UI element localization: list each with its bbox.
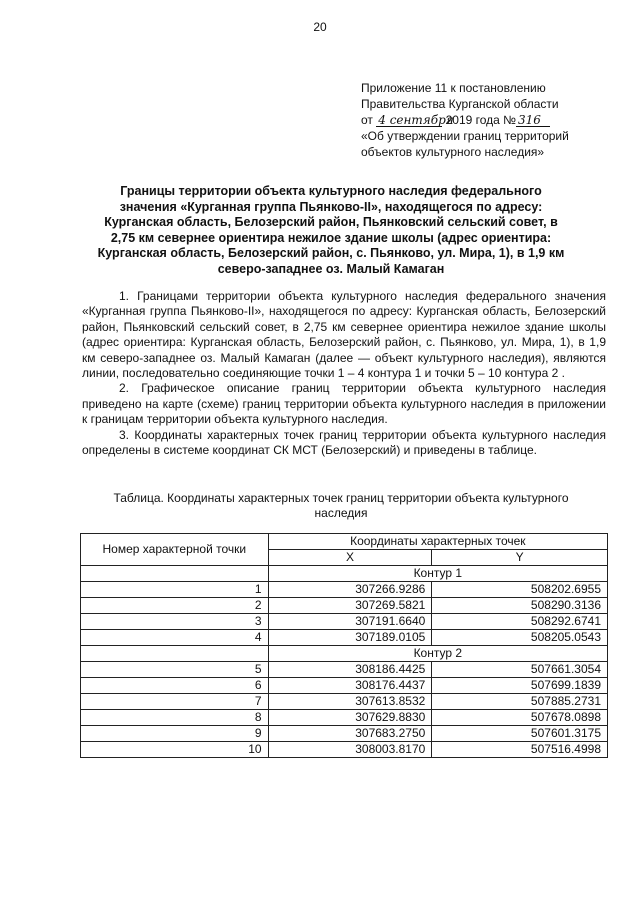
handwritten-date: 4 сентября [378,113,454,127]
point-number: 4 [81,630,269,646]
paragraph-1: 1. Границами территории объекта культурного наследия федерального значения «Курганная группа Пьянково-II», находящегося по адресу: Курганская область, Белозерский район, Пьянковский сельский совет, в 2,75 км севернее ориентира нежилое здание школы (адрес ориентира: Курганская область, Белозерский район, с. Пьянково, ул. Мира, 1), в 1,9 км северо-западнее оз. Малый Камаган (далее — объект культурного наследия), являются линии, последовательно соединяющие точки 1 – 4 контура 1 и точки 5 – 10 контура 2 . [82,289,606,381]
table-row [81,598,608,614]
header-point-number: Номер характерной точки [81,534,269,566]
coord-x: 307191.6640 [268,614,432,630]
coordinates-table [80,533,608,758]
blank-cell [81,646,269,662]
body-text [82,289,606,458]
coord-y: 507661.3054 [432,662,608,678]
contour-label: Контур 1 [268,566,607,582]
table-row [81,614,608,630]
appendix-line-2: Правительства Курганской области [361,97,559,111]
point-number: 2 [81,598,269,614]
handwritten-number: 316 [516,114,550,127]
coord-y: 508205.0543 [432,630,608,646]
table-row [81,694,608,710]
coord-x: 308176.4437 [268,678,432,694]
page-number: 20 [313,20,327,34]
point-number: 9 [81,726,269,742]
table-row [81,582,608,598]
coord-x: 307683.2750 [268,726,432,742]
coord-y: 507516.4998 [432,742,608,758]
point-number: 10 [81,742,269,758]
appendix-date-line [361,112,621,128]
appendix-line-4: «Об утверждении границ территорий [361,129,569,143]
coord-x: 307266.9286 [268,582,432,598]
table-row [81,678,608,694]
contour-row [81,646,608,662]
coord-x: 308186.4425 [268,662,432,678]
table-row [81,630,608,646]
point-number: 3 [81,614,269,630]
appendix-line-5: объектов культурного наследия» [361,145,545,159]
table-caption: Таблица. Координаты характерных точек границ территории объекта культурного наследия [113,491,569,520]
coord-y: 507885.2731 [432,694,608,710]
coord-y: 508290.3136 [432,598,608,614]
contour-label: Контур 2 [268,646,607,662]
table-row [81,726,608,742]
header-y: Y [432,550,608,566]
point-number: 7 [81,694,269,710]
table-row [81,710,608,726]
point-number: 6 [81,678,269,694]
appendix-block [361,80,621,160]
date-prefix: от [361,113,373,127]
coord-y: 507699.1839 [432,678,608,694]
coord-x: 308003.8170 [268,742,432,758]
point-number: 5 [81,662,269,678]
table-header-row [81,534,608,550]
coord-y: 507601.3175 [432,726,608,742]
paragraph-2: 2. Графическое описание границ территории объекта культурного наследия приведено на карте (схеме) границ территории объекта культурного наследия в приложении к границам территории объекта культурного наследия. [82,381,606,427]
point-number: 1 [81,582,269,598]
document-title: Границы территории объекта культурного наследия федерального значения «Курганная группа Пьянково-II», находящегося по адресу: Курганская область, Белозерский район, Пьянковский сельский совет, в 2,75 км севернее ориентира нежилое здание школы (адрес ориентира: Курганская область, Белозерский район, с. Пьянково, ул. Мира, 1), в 1,9 км северо-западнее оз. Малый Камаган [97,184,565,276]
blank-cell [81,566,269,582]
contour-row [81,566,608,582]
coord-x: 307613.8532 [268,694,432,710]
point-number: 8 [81,710,269,726]
coord-y: 508292.6741 [432,614,608,630]
coord-y: 507678.0898 [432,710,608,726]
header-coordinates: Координаты характерных точек [268,534,607,550]
year-text: 2019 года № [445,113,517,127]
header-x: X [268,550,432,566]
appendix-line-1: Приложение 11 к постановлению [361,81,546,95]
coord-x: 307189.0105 [268,630,432,646]
paragraph-3: 3. Координаты характерных точек границ территории объекта культурного наследия определены в системе координат СК МСТ (Белозерский) и приведены в таблице. [82,427,606,458]
table-row [81,742,608,758]
table-row [81,662,608,678]
coord-x: 307269.5821 [268,598,432,614]
coord-y: 508202.6955 [432,582,608,598]
coord-x: 307629.8830 [268,710,432,726]
